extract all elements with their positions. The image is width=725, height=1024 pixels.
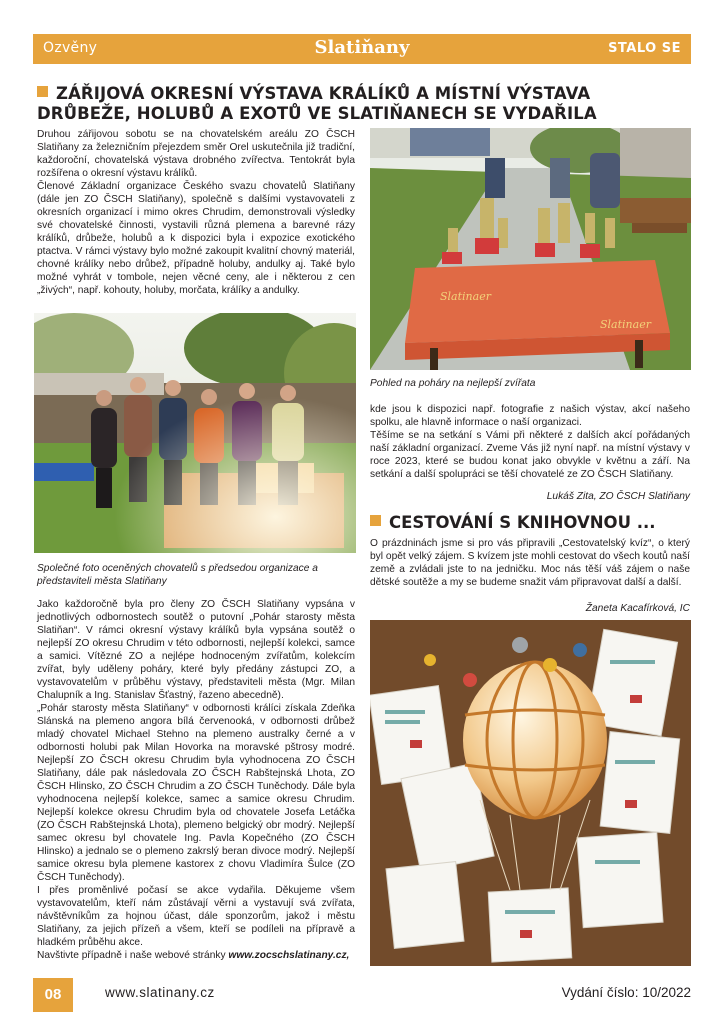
article-title: ZÁŘIJOVÁ OKRESNÍ VÝSTAVA KRÁLÍKŮ A MÍSTNÍ VÝSTAVA DRŮBEŽE, HOLUBŮ A EXOTŮ VE SLATIŇANECH SE VYDAŘILA [37, 84, 597, 123]
article-main-text [37, 598, 355, 962]
page-number: 08 [33, 978, 73, 1012]
balloon-quiz-photo-image [370, 620, 691, 966]
article-signature: Lukáš Zita, ZO ČSCH Slatiňany [546, 491, 690, 502]
trophies-photo-caption: Pohled na poháry na nejlepší zvířata [370, 378, 536, 389]
library-article-title: CESTOVÁNÍ S KNIHOVNOU ... [370, 513, 690, 533]
main-paragraph-1: Jako každoročně byla pro členy ZO ČSCH Slatiňany vypsána v jednotlivých odbornostech soutěž o putovní „Pohár starosty města Slatiňan“. V rámci okresní výstavy králíků byla vypsána soutěž o nejlepší ZO okresu Chrudim v této odbornosti, nejlepší kolekci, samce a samici. Vítězné ZO a nejlépe hodnoceným zvířatům, kolekcím zvířat, byly uděleny poháry, které byly předány zástupci ZO, a vystavovatelům v průběhu výstavy, představiteli města (Mgr. Milan Chalupník a Ing. Stanislav Šťastný, řazeno abecedně). [37, 599, 355, 701]
tablecloth-label-left: Slatinaer [440, 290, 491, 303]
header-band [33, 34, 691, 64]
group-photo [34, 313, 356, 553]
main-paragraph-4: Navštivte případně i naše webové stránky www.zocschslatinany.cz, [37, 950, 350, 961]
main-paragraph-2: „Pohár starosty města Slatiňany“ v odbornosti králíci získala Zdeňka Slánská na plemeno angora bílá červenooká, v odbornosti drůbež mladý chovatel Michael Stehno na plemeno australky černé a v odbornosti holubi pak Milan Hovorka na moravské pštrosy modré. Nejlepší ZO ČSCH okresu Chrudim byla vyhodnocena ZO ČSCH Slatiňany, dále pak následovala ZO ČSCH Rabštejnská Lhota, ZO ČSCH Hlinsko, ZO ČSCH Chrudim a ZO ČSCH Tuněchody. Dále byla vyhodnocena nejlepší kolekce, samec a samice okresu Chrudim. Nejlepší kolekce okresu Chrudim byla od chovatele Josefa Letáčka (ZO ČSCH Rabštejnská Lhota), plemeno belgický obr modrý. Nejlepší samec okresu byl chovatele Ing. Pavla Kopečného (ZO ČSCH Hlinsko) a jednalo se o plemeno zakrslý beran divoce modrý. Nejlepší samice okresu byla plemene kastorex z chovu Vladimíra Šulce (ZO ČSCH Tuněchody). [37, 703, 355, 883]
issue-number: Vydání číslo: 10/2022 [561, 985, 691, 1000]
main-paragraph-3: I přes proměnlivé počasí se akce vydařila. Děkujeme všem vystavovatelům, kteří nám zůstávají věrni a vystavují svá zvířata, návštěvníkům za hojnou účast, dále sponzorům, jakož i městu Slatiňany, za jejich přízeň a všem, kteří se podíleli na přípravě a hladkém průběhu akce. [37, 885, 355, 948]
trophies-photo [370, 128, 691, 370]
intro-paragraph-2: Členové Základní organizace Českého svazu chovatelů Slatiňany (dále jen ZO ČSCH Slatiňany), společně s dalšími vystavovateli z okresních organizací i mimo okres Chrudim, demonstrovali výsledky své chovatelské činnosti, vystavili různá plemena a barevné rázy králíků, drůbeže, holubů a k dispozici byla i expozice exotického ptactva. V rámci výstavy bylo možné zakoupit kvalitní chovný materiál, chovné králíky nebo drůbež, případně holuby, andulky aj. Také bylo možné vyhrát v tombole, nejen věcné ceny, ale i některou z cen „živých“, např. kohouty, holuby, morčata, králíky a andulky. [37, 181, 355, 296]
title-bullet-icon [370, 515, 381, 526]
article-continuation [370, 403, 690, 481]
tablecloth-label-right: Slatinaer [600, 318, 651, 331]
title-bullet-icon [37, 86, 48, 97]
balloon-quiz-photo [370, 620, 691, 966]
town-website-link[interactable]: www.slatinany.cz [105, 985, 215, 1000]
section-category: STALO SE [608, 41, 681, 56]
library-article-signature: Žaneta Kacafírková, IC [585, 603, 690, 614]
club-website-link[interactable]: www.zocschslatinany.cz, [228, 950, 350, 961]
continuation-paragraph-2: Těšíme se na setkání s Vámi při některé z dalších akcí pořádaných naší základní organizací. Zveme Vás již nyní např. na místní výstavy v roce 2023, které se budou konat jako obvykle v květnu a září. Na setkání a další spolupráci se těší chovatelé ze ZO ČSCH Slatiňany. [370, 430, 690, 480]
group-photo-image [34, 313, 356, 553]
section-label: Ozvěny [43, 40, 98, 56]
trophies-photo-image [370, 128, 691, 370]
article-intro [37, 128, 355, 297]
intro-paragraph-1: Druhou zářijovou sobotu se na chovatelském areálu ZO ČSCH Slatiňany za železničním přejezdem směr Orel uskutečnila již tradiční, každoroční, chovatelská výstava drobného zvířectva. Tentokrát byla rozšířena o okresní výstavu králíků. [37, 129, 355, 179]
continuation-paragraph-1: kde jsou k dispozici např. fotografie z našich výstav, akcí našeho spolku, ale hlavně informace o naší organizaci. [370, 404, 690, 428]
town-logo: Slatiňany [314, 37, 410, 58]
group-photo-caption: Společné foto oceněných chovatelů s předsedou organizace a představiteli města Slatiňany [37, 563, 318, 587]
library-article-text: O prázdninách jsme si pro vás připravili „Cestovatelský kvíz“, o který byl opět velký zájem. S kvízem jste mohli cestovat do všech koutů naší země a zvládali jste to na jedničku. Moc nás těší váš zájem o naše dětské soutěže a my se budeme snažit vám připravovat další a další. [370, 538, 690, 588]
